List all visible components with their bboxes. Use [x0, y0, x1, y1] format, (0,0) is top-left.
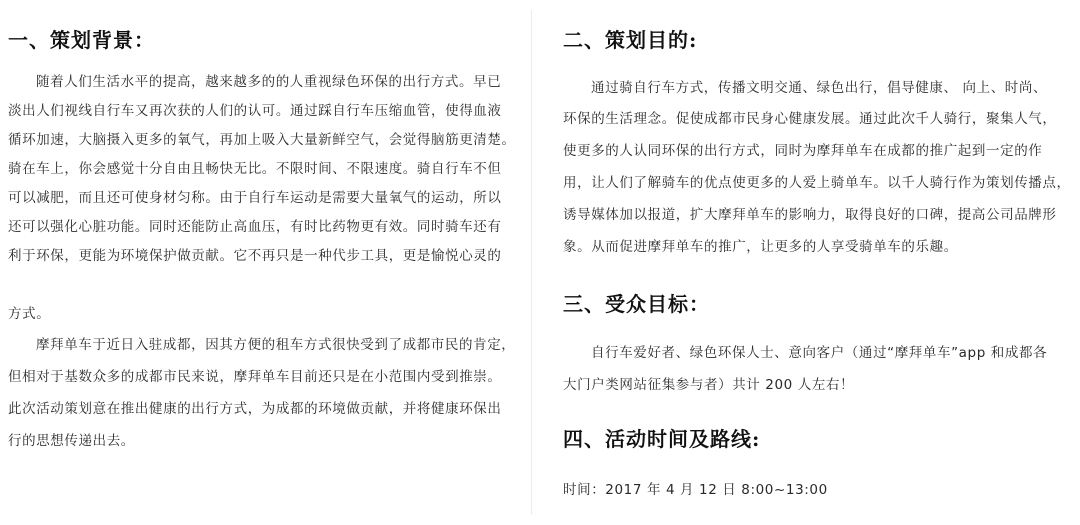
paragraph-line: 使更多的人认同环保的出行方式，同时为摩拜单车在成都的推广起到一定的作: [563, 143, 1043, 159]
paragraph-line: 摩拜单车于近日入驻成都，因其方便的租车方式很快受到了成都市民的肯定，: [36, 337, 516, 353]
paragraph-line: 象。从而促进摩拜单车的推广，让更多的人享受骑单车的乐趣。: [563, 239, 958, 255]
paragraph-line: 淡出人们视线自行车又再次获的人们的认可。通过踩自行车压缩血管，使得血液: [8, 103, 502, 119]
paragraph-line: 通过骑自行车方式，传播文明交通、绿色出行，倡导健康、 向上、时尚、: [591, 80, 1048, 96]
paragraph-line: 随着人们生活水平的提高，越来越多的的人重视绿色环保的出行方式。早已: [36, 74, 502, 90]
paragraph-line: 行的思想传递出去。: [8, 433, 135, 449]
paragraph-line: 环保的生活理念。促使成都市民身心健康发展。通过此次千人骑行，聚集人气，: [563, 111, 1057, 127]
section-heading-audience: 三、受众目标：: [563, 292, 710, 316]
paragraph-line: 还可以强化心脏功能。同时还能防止高血压，有时比药物更有效。同时骑车还有: [8, 219, 502, 235]
paragraph-line: 骑在车上，你会感觉十分自由且畅快无比。不限时间、不限速度。骑自行车不但: [8, 161, 502, 177]
paragraph-line: 此次活动策划意在推出健康的出行方式，为成都的环境做贡献，并将健康环保出: [8, 401, 502, 417]
section-heading-schedule: 四、活动时间及路线:: [563, 427, 761, 451]
paragraph-line: 循环加速，大脑摄入更多的氧气，再加上吸入大量新鲜空气，会觉得脑筋更清楚。: [8, 132, 516, 148]
column-divider: [531, 10, 532, 515]
paragraph-line: 方式。: [8, 306, 51, 322]
section-heading-purpose: 二、策划目的:: [563, 28, 698, 52]
paragraph-line: 用，让人们了解骑车的优点使更多的人爱上骑单车。以千人骑行作为策划传播点，: [563, 175, 1071, 191]
event-time: 时间：2017 年 4 月 12 日 8:00~13:00: [563, 482, 828, 498]
paragraph-line: 大门户类网站征集参与者）共计 200 人左右！: [563, 377, 855, 393]
paragraph-line: 但相对于基数众多的成都市民来说，摩拜单车目前还只是在小范围内受到推崇。: [8, 369, 502, 385]
paragraph-line: 可以减肥，而且还可使身材匀称。由于自行车运动是需要大量氧气的运动，所以: [8, 190, 502, 206]
paragraph-line: 自行车爱好者、绿色环保人士、意向客户（通过“摩拜单车”app 和成都各: [591, 345, 1048, 361]
paragraph-line: 利于环保，更能为环境保护做贡献。它不再只是一种代步工具，更是愉悦心灵的: [8, 248, 502, 264]
paragraph-line: 诱导媒体加以报道，扩大摩拜单车的影响力，取得良好的口碑，提高公司品牌形: [563, 207, 1057, 223]
section-heading-background: 一、策划背景：: [8, 28, 155, 52]
